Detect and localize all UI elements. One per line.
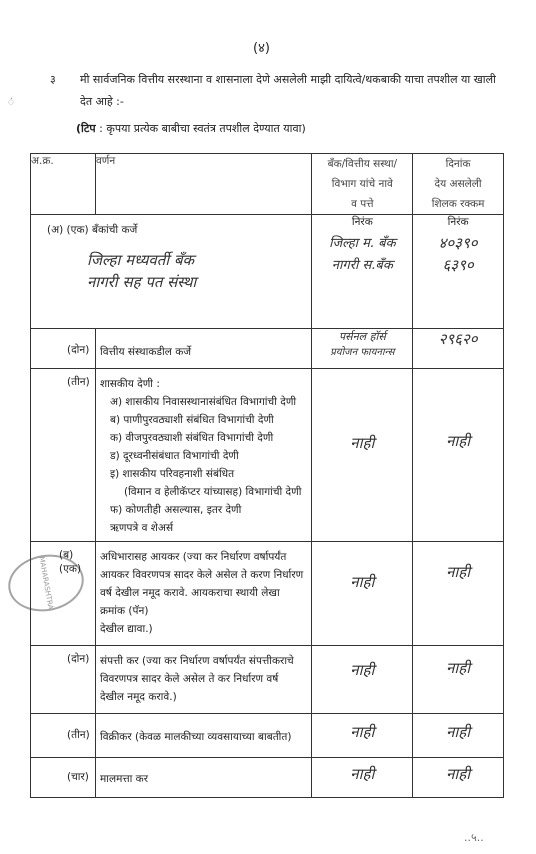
row6-hw-bank: नाही: [350, 723, 375, 741]
row3-item: क) वीजपुरवठ्याशी संबंधित विभागांची देणी: [109, 432, 274, 444]
row5-amount-cell: [413, 646, 504, 714]
row3-desc: [96, 369, 312, 541]
row2-hw-amount: २९६२०: [438, 330, 478, 348]
row5-serial: (दोन): [67, 653, 90, 665]
row4-bank-cell: [312, 542, 413, 646]
row1-hw-desc1: जिल्हा मध्यवर्ती बँक: [87, 251, 195, 269]
row7-title: मालमत्ता कर: [99, 773, 149, 785]
row3-item: फ) कोणतीही असल्यास, इतर देणी: [109, 504, 242, 516]
row3-item: ऋणपत्रे व शेअर्स: [109, 522, 174, 534]
row4-line: आयकर विवरणपत्र सादर केले असेल ते करण निर्धारण: [99, 569, 304, 581]
row3-serial-cell: [31, 369, 96, 542]
row4-serial: (ब) (एक): [59, 549, 82, 575]
row7-hw-bank: नाही: [350, 765, 375, 783]
row6-bank-cell: [312, 714, 413, 758]
header-bank-line1: बँक/वित्तीय सस्था/: [327, 158, 398, 170]
row5-serial-cell: [31, 646, 96, 714]
header-description: वर्णन: [95, 154, 312, 215]
row7-desc-cell: [95, 758, 312, 798]
header-bank-line2: विभाग यांचे नावे: [331, 178, 393, 190]
row5-desc-cell: [95, 646, 312, 714]
row3-title: शासकीय देणी :: [99, 378, 160, 390]
row6-amount-cell: [413, 714, 504, 758]
row2-bank-cell: [312, 329, 413, 369]
row4-hw-bank: नाही: [350, 573, 375, 591]
table-row: [31, 329, 504, 369]
row5-line: देखील नमूद करावे.): [99, 691, 177, 703]
row6-hw-amount: नाही: [446, 723, 471, 741]
row1-title: बँकांची कर्जे: [91, 224, 138, 236]
table-row: [31, 646, 504, 714]
row4-desc: [96, 542, 312, 642]
intro-number: ३: [50, 73, 56, 86]
row3-item: ड) दूरध्वनीसंबंधात विभागांची देणी: [109, 450, 239, 462]
row1-hw-bank1: जिल्हा म. बँक: [329, 236, 396, 251]
row3-desc-cell: [95, 369, 312, 542]
row2-hw-bank2: प्रयोजन फायनान्स: [330, 347, 395, 358]
row1-hw-amount1: ४०३९०: [438, 234, 478, 252]
table-row: [31, 758, 504, 798]
row4-serial-cell: [31, 542, 96, 646]
row3-amount-cell: [413, 369, 504, 542]
note-label: (टिप: [76, 122, 96, 135]
table-row: [31, 369, 504, 542]
row6-desc-cell: [95, 714, 312, 758]
row4-line: वर्ष देखील नमूद करावे. आयकराचा स्थायी लेखा: [99, 587, 280, 599]
note-text: : कृपया प्रत्येक बाबीचा स्वतंत्र तपशील देण्यात यावा): [99, 122, 306, 135]
row3-item: (विमान व हेलीकॅप्टर यांच्यासह) विभागांची देणी: [123, 486, 302, 498]
table-header-row: [31, 154, 504, 215]
row2-serial-cell: [31, 329, 96, 369]
row3-bank-cell: [312, 369, 413, 542]
stamp-text: MAHARASHTRA: [37, 555, 55, 611]
table-row: [31, 714, 504, 758]
row4-hw-amount: नाही: [446, 563, 471, 581]
row1-bank-cell: [312, 215, 413, 329]
row4-desc-cell: [95, 542, 312, 646]
row1-amount-cell: [413, 215, 504, 329]
row5-line: संपत्ती कर (ज्या कर निर्धारण वर्षापर्यंत संपत्तीकराचे: [99, 655, 294, 667]
row7-bank-cell: [312, 758, 413, 798]
row7-hw-amount: नाही: [446, 765, 471, 783]
liabilities-table: [30, 153, 504, 798]
row2-desc-cell: [95, 329, 312, 369]
row3-item: ब) पाणीपुरवठ्याशी संबंधित विभागांची देणी: [109, 414, 274, 426]
row3-item: इ) शासकीय परिवहनाशी संबंधित: [109, 468, 235, 480]
row2-hw-bank1: पर्सनल हॉर्स: [338, 330, 386, 343]
table-row: [31, 215, 504, 329]
header-serial: अ.क्र.: [31, 154, 96, 215]
row1-hw-amount2: ६३९०: [442, 256, 474, 274]
header-amount-line2: देय असलेली: [434, 178, 482, 190]
note: [76, 121, 306, 136]
row6-serial-cell: [31, 714, 96, 758]
row1-serial: (अ) (एक): [47, 224, 89, 236]
row5-line: विवरणपत्र सादर केले असेल ते कर निर्धारण वर्ष: [99, 673, 279, 685]
row7-serial-cell: [31, 758, 96, 798]
margin-mark: ं: [8, 97, 14, 108]
row5-hw-amount: नाही: [446, 659, 471, 677]
intro-text: मी सार्वजनिक वित्तीय सरस्थाना व शासनाला देणे असलेली माझी दायित्वे/थकबाकी याचा तपशील या खाली देत आहे :-: [80, 73, 496, 108]
row6-serial: (तीन): [67, 729, 90, 741]
row5-bank-cell: [312, 646, 413, 714]
row3-hw-amount: नाही: [446, 432, 471, 450]
row1-desc-cell: [31, 215, 312, 329]
row2-title: वित्तीय संस्थाकडील कर्जे: [99, 346, 192, 358]
row1-amount-printed: निरंक: [447, 216, 469, 228]
table-row: [31, 542, 504, 646]
intro-paragraph: [50, 69, 498, 113]
row4-line: क्रमांक (पॅन): [99, 605, 149, 617]
row2-amount-cell: [413, 329, 504, 369]
row1-hw-desc2: नागरी सह पत संस्था: [87, 273, 197, 291]
row4-amount-cell: [413, 542, 504, 646]
row7-serial: (चार): [67, 771, 89, 783]
row5-desc: [96, 646, 312, 710]
header-bank-line3: व पत्ते: [351, 198, 374, 210]
header-bank: [312, 154, 413, 215]
row4-line: अधिभारासह आयकर (ज्या कर निर्धारण वर्षापर्यंत: [99, 551, 287, 563]
footer-mark: ..५..: [464, 831, 484, 844]
row1-bank-printed: निरंक: [351, 216, 373, 228]
row3-serial: (तीन): [67, 376, 90, 388]
page-number: (४): [253, 41, 270, 56]
row3-item: अ) शासकीय निवासस्थानासंबंधित विभागांची देणी: [109, 396, 297, 408]
row5-hw-bank: नाही: [350, 661, 375, 679]
header-amount-line1: दिनांक: [445, 158, 471, 170]
row3-hw-bank: नाही: [350, 434, 375, 452]
header-amount-line3: शिलक रक्कम: [431, 198, 485, 210]
row4-line: देखील द्यावा.): [99, 623, 153, 635]
header-amount: [413, 154, 504, 215]
row7-amount-cell: [413, 758, 504, 798]
row2-serial: (दोन): [67, 344, 90, 356]
row6-title: विक्रीकर (केवळ मालकीच्या व्यवसायाच्या बाबतीत): [99, 731, 292, 743]
row1-hw-bank2: नागरी स.बँक: [331, 258, 393, 273]
